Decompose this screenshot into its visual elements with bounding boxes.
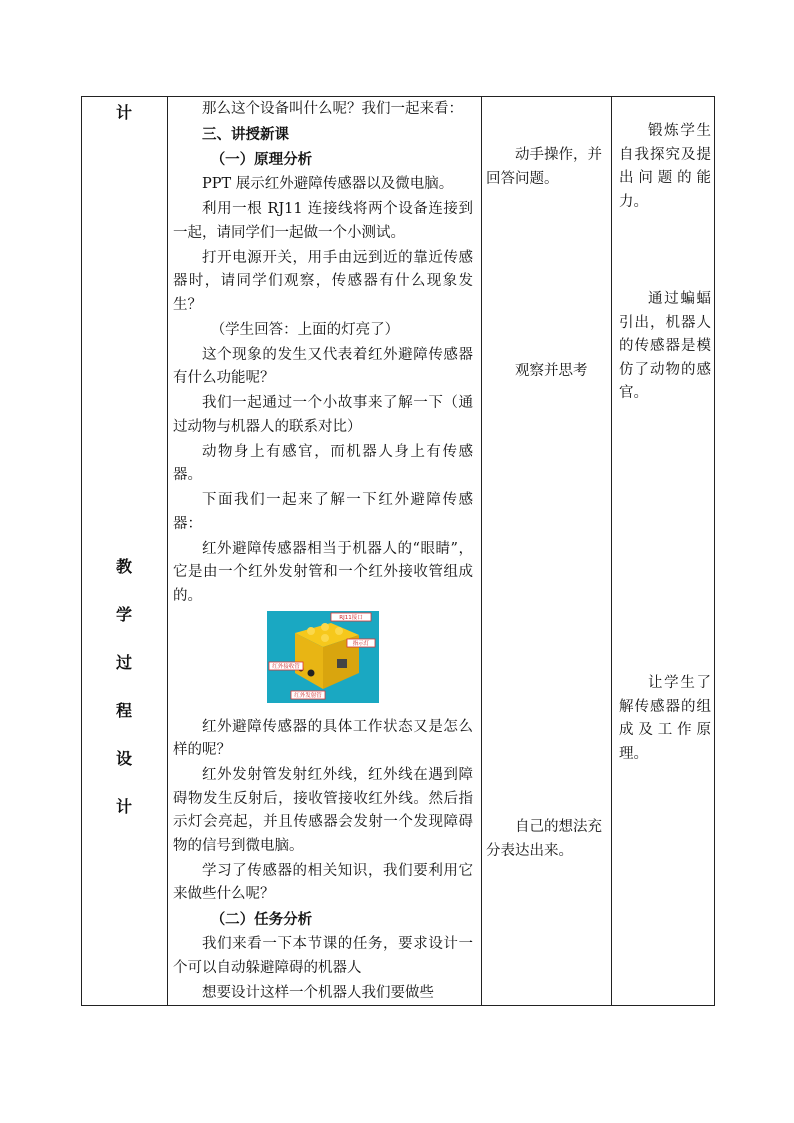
label-rj11: RJ11接口	[339, 615, 363, 622]
content-paragraph: 学习了传感器的相关知识，我们要利用它来做些什么呢？	[173, 862, 473, 902]
sensor-photo	[267, 611, 379, 703]
content-paragraph: 利用一根 RJ11 连接线将两个设备连接到一起，请同学们一起做一个小测试。	[173, 201, 473, 241]
label-emitter: 红外发射管	[294, 693, 322, 700]
section-heading: 三、讲授新课	[202, 126, 289, 143]
column-label-char: 过	[115, 653, 132, 672]
design-intent-3: 让学生了解传感器的组成及工作原理。	[619, 675, 711, 762]
label-indicator: 指示灯	[352, 641, 370, 648]
column-divider-1	[167, 96, 168, 1006]
student-activity-2: 观察并思考	[515, 363, 588, 379]
column-label-top: 计	[115, 103, 132, 122]
content-paragraph: （学生回答：上面的灯亮了）	[210, 321, 400, 338]
section-heading: （一）原理分析	[210, 151, 313, 168]
lesson-table	[81, 96, 715, 1006]
label-receiver: 红外接收管	[272, 664, 300, 671]
content-paragraph: PPT 展示红外避障传感器以及微电脑。	[202, 176, 454, 192]
column-label-char: 计	[115, 797, 132, 816]
content-paragraph: 红外发射管发射红外线，红外线在遇到障碍物发生反射后，接收管接收红外线。然后指示灯会亮起，并且传感器会发射一个发现障碍物的信号到微电脑。	[173, 767, 473, 854]
content-paragraph: 红外避障传感器相当于机器人的“眼睛”，它是由一个红外发射管和一个红外接收管组成的。	[173, 540, 473, 604]
column-label-char: 学	[115, 605, 132, 624]
student-activity-1: 动手操作，并回答问题。	[486, 147, 602, 187]
table-top-border	[81, 96, 715, 97]
content-paragraph: 我们来看一下本节课的任务，要求设计一个可以自动躲避障碍的机器人	[173, 936, 473, 976]
content-paragraph: 打开电源开关，用手由远到近的靠近传感器时，请同学们观察，传感器有什么现象发生？	[173, 249, 473, 313]
content-paragraph: 想要设计这样一个机器人我们要做些	[202, 984, 434, 1001]
content-paragraph: 红外避障传感器的具体工作状态又是怎么样的呢？	[173, 718, 473, 758]
sensor-image	[173, 611, 473, 712]
table-border-right	[714, 96, 715, 1006]
content-paragraph: 下面我们一起来了解一下红外避障传感器：	[173, 492, 473, 532]
column-label-char: 设	[115, 749, 132, 768]
design-intent-1: 锻炼学生自我探究及提出问题的能力。	[619, 123, 711, 210]
column-divider-3	[611, 96, 612, 1006]
content-paragraph: 我们一起通过一个小故事来了解一下（通过动物与机器人的联系对比）	[173, 395, 473, 435]
content-paragraph: 这个现象的发生又代表着红外避障传感器有什么功能呢？	[173, 346, 473, 386]
design-intent-2: 通过蝙蝠引出，机器人的传感器是模仿了动物的感官。	[619, 291, 711, 401]
column-divider-2	[481, 96, 482, 1006]
student-activity-3: 自己的想法充分表达出来。	[486, 819, 602, 859]
table-border-left	[81, 96, 82, 1006]
column-label-char: 教	[115, 557, 132, 576]
teaching-content	[173, 98, 473, 1007]
content-paragraph: 那么这个设备叫什么呢？我们一起来看：	[202, 101, 463, 117]
section-heading: （二）任务分析	[210, 911, 313, 928]
content-paragraph: 动物身上有感官，而机器人身上有传感器。	[173, 443, 473, 483]
column-label-char: 程	[115, 701, 132, 720]
